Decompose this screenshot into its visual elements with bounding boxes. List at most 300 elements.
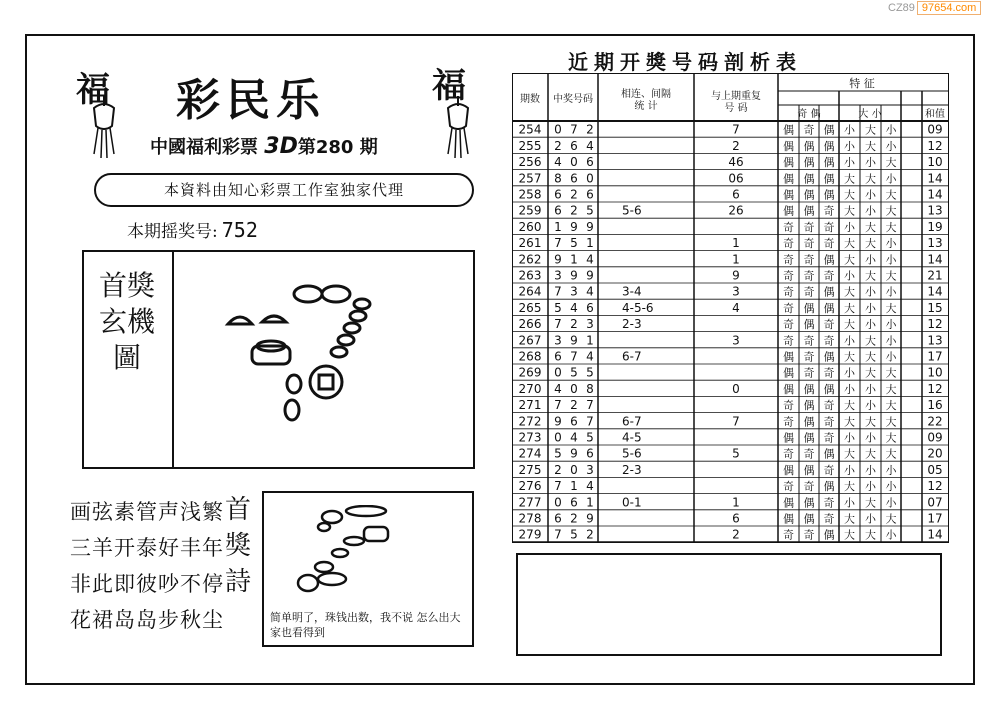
table-cell-repeat: 06 xyxy=(728,171,744,186)
table-cell-big-small: 大 xyxy=(865,220,876,234)
first-prize-title: 首獎玄機圖 xyxy=(98,269,155,374)
analysis-table xyxy=(512,73,949,543)
watermark-site: 97654.com xyxy=(917,1,981,15)
table-cell-sum: 19 xyxy=(927,219,943,234)
table-cell-big-small: 大 xyxy=(844,447,855,461)
header-adj: 相连、间隔 xyxy=(621,89,671,100)
table-cell-odd-even: 奇 xyxy=(823,512,835,526)
table-cell-digit: 6 xyxy=(554,511,562,526)
table-cell-odd-even: 偶 xyxy=(803,156,815,170)
table-cell-sum: 21 xyxy=(927,268,943,283)
table-cell-digit: 5 xyxy=(554,446,562,461)
table-cell-digit: 7 xyxy=(570,349,578,364)
table-cell-digit: 9 xyxy=(586,511,594,526)
table-cell-repeat: 7 xyxy=(732,414,740,429)
table-cell-odd-even: 奇 xyxy=(783,528,794,542)
table-cell-digit: 7 xyxy=(554,527,562,542)
table-cell-big-small: 小 xyxy=(865,188,876,202)
hat-icon xyxy=(262,316,286,322)
table-cell-big-small: 小 xyxy=(844,431,855,445)
table-cell-repeat: 1 xyxy=(732,236,740,251)
table-cell-adjacent: 5-6 xyxy=(622,203,642,218)
table-cell-digit: 5 xyxy=(586,203,594,218)
table-cell-odd-even: 奇 xyxy=(803,366,815,380)
table-cell-big-small: 大 xyxy=(865,139,876,153)
table-cell-repeat: 9 xyxy=(732,268,740,283)
table-cell-digit: 6 xyxy=(586,446,594,461)
table-cell-digit: 4 xyxy=(586,349,594,364)
table-cell-big-small: 大 xyxy=(865,350,876,364)
table-cell-big-small: 小 xyxy=(844,123,855,137)
table-cell-digit: 6 xyxy=(570,138,578,153)
table-cell-issue: 269 xyxy=(518,365,542,380)
table-cell-issue: 258 xyxy=(518,187,542,202)
table-cell-digit: 0 xyxy=(554,122,562,137)
table-cell-issue: 264 xyxy=(518,284,542,299)
table-cell-digit: 4 xyxy=(570,300,578,315)
table-cell-big-small: 大 xyxy=(865,415,876,429)
table-cell-digit: 4 xyxy=(586,479,594,494)
table-cell-digit: 0 xyxy=(586,171,594,186)
table-cell-big-small: 小 xyxy=(865,156,876,170)
table-cell-big-small: 小 xyxy=(844,139,855,153)
table-cell-odd-even: 奇 xyxy=(823,366,835,380)
poem-line: 三羊开泰好丰年 xyxy=(70,536,224,560)
first-prize-picture xyxy=(176,254,472,466)
table-cell-digit: 6 xyxy=(554,349,562,364)
table-cell-odd-even: 偶 xyxy=(803,204,815,218)
table-cell-digit: 9 xyxy=(554,252,562,267)
table-cell-digit: 2 xyxy=(586,527,594,542)
table-cell-big-small: 大 xyxy=(865,123,876,137)
table-cell-issue: 259 xyxy=(518,203,542,218)
table-cell-odd-even: 奇 xyxy=(823,463,835,477)
table-cell-big-small: 小 xyxy=(885,318,897,332)
header-repeat-sub: 号 码 xyxy=(724,103,748,114)
table-cell-issue: 266 xyxy=(518,317,542,332)
table-cell-digit: 3 xyxy=(586,317,594,332)
table-cell-digit: 7 xyxy=(586,398,594,413)
table-cell-adjacent: 4-5-6 xyxy=(622,300,654,315)
table-cell-odd-even: 奇 xyxy=(823,204,835,218)
table-cell-big-small: 小 xyxy=(865,285,876,299)
poem-line: 非此即彼吵不停 xyxy=(70,572,224,596)
table-cell-odd-even: 偶 xyxy=(823,172,835,186)
table-cell-odd-even: 偶 xyxy=(803,172,815,186)
table-cell-odd-even: 偶 xyxy=(823,350,835,364)
table-cell-odd-even: 奇 xyxy=(803,528,815,542)
table-cell-digit: 9 xyxy=(554,414,562,429)
table-cell-digit: 0 xyxy=(554,495,562,510)
table-cell-digit: 7 xyxy=(554,284,562,299)
table-cell-issue: 272 xyxy=(518,414,542,429)
table-cell-big-small: 大 xyxy=(844,172,855,186)
poem-hint-text: 简单明了，珠钱出数，我不说 怎么出大家也看得到 xyxy=(270,611,461,639)
table-cell-adjacent: 6-7 xyxy=(622,414,642,429)
table-cell-odd-even: 偶 xyxy=(803,188,815,202)
table-cell-sum: 15 xyxy=(927,300,943,315)
table-cell-digit: 0 xyxy=(554,365,562,380)
table-cell-big-small: 小 xyxy=(885,253,897,267)
table-cell-big-small: 大 xyxy=(844,301,855,315)
table-cell-big-small: 小 xyxy=(865,382,876,396)
table-cell-big-small: 大 xyxy=(885,512,897,526)
table-cell-issue: 255 xyxy=(518,138,542,153)
table-cell-big-small: 大 xyxy=(844,415,855,429)
table-cell-issue: 254 xyxy=(518,122,542,137)
table-cell-big-small: 小 xyxy=(844,156,855,170)
table-cell-repeat: 6 xyxy=(732,511,740,526)
table-cell-odd-even: 奇 xyxy=(823,334,835,348)
table-cell-repeat: 2 xyxy=(732,138,740,153)
issue-suffix: 期 xyxy=(359,137,378,158)
table-cell-digit: 3 xyxy=(570,284,578,299)
table-cell-big-small: 小 xyxy=(865,512,876,526)
table-cell-digit: 3 xyxy=(554,268,562,283)
table-cell-digit: 9 xyxy=(570,333,578,348)
table-cell-repeat: 2 xyxy=(732,527,740,542)
table-cell-digit: 9 xyxy=(570,446,578,461)
table-cell-digit: 7 xyxy=(554,236,562,251)
table-cell-big-small: 大 xyxy=(885,156,897,170)
table-cell-sum: 14 xyxy=(927,252,943,267)
table-cell-repeat: 7 xyxy=(732,122,740,137)
table-cell-issue: 276 xyxy=(518,479,542,494)
table-cell-odd-even: 偶 xyxy=(783,204,794,218)
table-cell-odd-even: 偶 xyxy=(783,431,794,445)
table-cell-big-small: 小 xyxy=(885,496,897,510)
table-cell-big-small: 小 xyxy=(844,496,855,510)
table-cell-big-small: 小 xyxy=(844,220,855,234)
table-cell-odd-even: 奇 xyxy=(803,350,815,364)
table-cell-digit: 6 xyxy=(570,171,578,186)
table-cell-digit: 1 xyxy=(554,219,562,234)
table-cell-sum: 07 xyxy=(927,495,943,510)
table-cell-big-small: 小 xyxy=(885,285,897,299)
table-cell-digit: 2 xyxy=(554,138,562,153)
table-cell-sum: 09 xyxy=(927,122,943,137)
table-cell-issue: 277 xyxy=(518,495,542,510)
table-cell-big-small: 大 xyxy=(885,366,897,380)
table-cell-odd-even: 奇 xyxy=(783,269,794,283)
table-cell-big-small: 小 xyxy=(885,172,897,186)
table-cell-sum: 14 xyxy=(927,187,943,202)
table-cell-odd-even: 偶 xyxy=(823,123,835,137)
table-cell-sum: 05 xyxy=(927,462,943,477)
table-cell-big-small: 小 xyxy=(865,431,876,445)
notes-box xyxy=(516,553,942,656)
table-cell-odd-even: 奇 xyxy=(783,318,794,332)
table-cell-repeat: 4 xyxy=(732,300,740,315)
fu-character-right: 福 xyxy=(432,66,466,106)
table-cell-digit: 6 xyxy=(586,187,594,202)
table-cell-issue: 274 xyxy=(518,446,542,461)
table-cell-issue: 262 xyxy=(518,252,542,267)
table-cell-sum: 20 xyxy=(927,446,943,461)
table-cell-odd-even: 偶 xyxy=(783,139,794,153)
table-cell-digit: 8 xyxy=(586,381,594,396)
table-cell-big-small: 大 xyxy=(844,285,855,299)
table-cell-digit: 1 xyxy=(586,236,594,251)
table-cell-digit: 3 xyxy=(586,462,594,477)
table-cell-odd-even: 奇 xyxy=(783,334,794,348)
table-cell-odd-even: 奇 xyxy=(823,237,835,251)
table-cell-odd-even: 奇 xyxy=(803,253,815,267)
table-cell-digit: 0 xyxy=(554,430,562,445)
table-cell-digit: 7 xyxy=(554,317,562,332)
table-cell-big-small: 小 xyxy=(865,399,876,413)
issue-number: 第280 xyxy=(297,137,354,158)
table-cell-issue: 273 xyxy=(518,430,542,445)
table-cell-big-small: 小 xyxy=(885,480,897,494)
table-cell-adjacent: 5-6 xyxy=(622,446,642,461)
table-cell-big-small: 小 xyxy=(865,301,876,315)
table-cell-issue: 256 xyxy=(518,155,542,170)
table-cell-big-small: 大 xyxy=(865,172,876,186)
brand-title: 彩民乐 xyxy=(176,75,326,126)
table-cell-digit: 9 xyxy=(570,268,578,283)
table-cell-digit: 0 xyxy=(570,462,578,477)
table-cell-big-small: 小 xyxy=(865,253,876,267)
table-cell-sum: 13 xyxy=(927,203,943,218)
table-cell-odd-even: 奇 xyxy=(783,237,794,251)
table-cell-repeat: 46 xyxy=(728,155,744,170)
table-cell-big-small: 大 xyxy=(844,237,855,251)
table-cell-odd-even: 奇 xyxy=(783,301,794,315)
table-cell-big-small: 大 xyxy=(885,447,897,461)
table-cell-digit: 2 xyxy=(570,187,578,202)
table-cell-repeat: 0 xyxy=(732,381,740,396)
table-cell-odd-even: 偶 xyxy=(803,512,815,526)
table-cell-odd-even: 偶 xyxy=(803,382,815,396)
table-cell-digit: 6 xyxy=(554,203,562,218)
table-cell-sum: 14 xyxy=(927,527,943,542)
table-cell-digit: 6 xyxy=(586,300,594,315)
fu-character-left: 福 xyxy=(76,70,110,110)
table-cell-big-small: 大 xyxy=(865,528,876,542)
table-cell-digit: 9 xyxy=(586,219,594,234)
table-cell-repeat: 1 xyxy=(732,252,740,267)
coin-icon xyxy=(310,366,342,398)
table-cell-odd-even: 奇 xyxy=(803,480,815,494)
table-cell-odd-even: 奇 xyxy=(823,496,835,510)
table-cell-big-small: 大 xyxy=(885,269,897,283)
table-cell-sum: 09 xyxy=(927,430,943,445)
table-cell-odd-even: 奇 xyxy=(823,318,835,332)
table-cell-odd-even: 偶 xyxy=(803,301,815,315)
table-cell-odd-even: 奇 xyxy=(823,220,835,234)
table-cell-big-small: 大 xyxy=(865,447,876,461)
table-cell-odd-even: 偶 xyxy=(783,123,794,137)
table-cell-big-small: 小 xyxy=(865,318,876,332)
table-cell-odd-even: 偶 xyxy=(783,172,794,186)
table-cell-repeat: 1 xyxy=(732,495,740,510)
table-cell-odd-even: 偶 xyxy=(803,431,815,445)
header-repeat: 与上期重复 xyxy=(711,91,761,102)
header-issue: 期数 xyxy=(520,94,540,105)
table-cell-repeat: 6 xyxy=(732,187,740,202)
table-cell-odd-even: 偶 xyxy=(823,139,835,153)
table-cell-odd-even: 偶 xyxy=(823,528,835,542)
table-cell-sum: 14 xyxy=(927,171,943,186)
table-cell-odd-even: 奇 xyxy=(783,253,794,267)
table-cell-sum: 12 xyxy=(927,381,943,396)
table-cell-adjacent: 2-3 xyxy=(622,317,642,332)
table-cell-odd-even: 偶 xyxy=(823,447,835,461)
table-cell-odd-even: 偶 xyxy=(803,496,815,510)
table-cell-adjacent: 2-3 xyxy=(622,462,642,477)
table-cell-big-small: 大 xyxy=(844,318,855,332)
table-cell-issue: 263 xyxy=(518,268,542,283)
watermark-code: CZ89 xyxy=(888,2,915,14)
table-cell-adjacent: 3-4 xyxy=(622,284,642,299)
draw-label: 本期摇奖号: xyxy=(127,222,218,242)
table-cell-big-small: 小 xyxy=(885,350,897,364)
watermark xyxy=(888,2,981,14)
table-cell-big-small: 小 xyxy=(844,269,855,283)
table-cell-big-small: 大 xyxy=(885,204,897,218)
table-cell-issue: 270 xyxy=(518,381,542,396)
table-cell-sum: 22 xyxy=(927,414,943,429)
table-cell-big-small: 小 xyxy=(885,139,897,153)
table-cell-odd-even: 奇 xyxy=(783,447,794,461)
table-cell-big-small: 大 xyxy=(885,301,897,315)
table-cell-digit: 5 xyxy=(570,527,578,542)
table-cell-odd-even: 偶 xyxy=(783,156,794,170)
table-cell-issue: 268 xyxy=(518,349,542,364)
table-cell-issue: 265 xyxy=(518,300,542,315)
table-cell-digit: 1 xyxy=(570,479,578,494)
table-cell-digit: 6 xyxy=(570,495,578,510)
table-cell-big-small: 大 xyxy=(844,512,855,526)
table-cell-big-small: 小 xyxy=(885,123,897,137)
table-cell-issue: 279 xyxy=(518,527,542,542)
table-cell-odd-even: 奇 xyxy=(803,123,815,137)
table-cell-digit: 7 xyxy=(554,479,562,494)
table-cell-big-small: 大 xyxy=(885,382,897,396)
table-cell-big-small: 大 xyxy=(885,220,897,234)
table-cell-sum: 10 xyxy=(927,155,943,170)
table-cell-issue: 275 xyxy=(518,462,542,477)
table-cell-big-small: 小 xyxy=(885,528,897,542)
table-cell-digit: 9 xyxy=(570,219,578,234)
table-cell-odd-even: 偶 xyxy=(823,301,835,315)
table-cell-sum: 13 xyxy=(927,333,943,348)
draw-line xyxy=(127,217,258,242)
table-cell-odd-even: 偶 xyxy=(803,139,815,153)
table-cell-digit: 0 xyxy=(570,155,578,170)
table-cell-issue: 271 xyxy=(518,398,542,413)
table-cell-odd-even: 奇 xyxy=(803,237,815,251)
table-cell-digit: 7 xyxy=(554,398,562,413)
table-cell-digit: 5 xyxy=(570,236,578,251)
table-cell-digit: 2 xyxy=(570,511,578,526)
issue-line xyxy=(150,133,378,159)
table-cell-odd-even: 偶 xyxy=(803,415,815,429)
table-cell-digit: 4 xyxy=(570,430,578,445)
table-cell-digit: 4 xyxy=(554,381,562,396)
header-adj-sub: 统 计 xyxy=(634,101,658,112)
table-cell-odd-even: 偶 xyxy=(823,156,835,170)
table-cell-repeat: 3 xyxy=(732,284,740,299)
table-cell-odd-even: 奇 xyxy=(803,334,815,348)
table-cell-big-small: 大 xyxy=(885,431,897,445)
table-cell-odd-even: 偶 xyxy=(783,350,794,364)
table-cell-odd-even: 奇 xyxy=(823,269,835,283)
table-cell-odd-even: 偶 xyxy=(783,188,794,202)
table-cell-sum: 12 xyxy=(927,138,943,153)
table-cell-sum: 14 xyxy=(927,284,943,299)
table-cell-odd-even: 奇 xyxy=(803,285,815,299)
table-cell-issue: 278 xyxy=(518,511,542,526)
table-cell-issue: 261 xyxy=(518,236,542,251)
poem-line: 画弦素管声浅繁 xyxy=(70,500,224,524)
table-cell-odd-even: 偶 xyxy=(823,285,835,299)
table-cell-digit: 6 xyxy=(570,414,578,429)
table-cell-odd-even: 偶 xyxy=(803,399,815,413)
table-cell-odd-even: 偶 xyxy=(783,382,794,396)
table-cell-big-small: 大 xyxy=(844,480,855,494)
header-number: 中奖号码 xyxy=(553,94,593,105)
table-cell-digit: 2 xyxy=(570,398,578,413)
table-cell-digit: 5 xyxy=(570,365,578,380)
table-cell-big-small: 大 xyxy=(844,528,855,542)
table-cell-big-small: 小 xyxy=(844,382,855,396)
table-cell-odd-even: 偶 xyxy=(803,463,815,477)
table-cell-adjacent: 6-7 xyxy=(622,349,642,364)
table-cell-digit: 5 xyxy=(554,300,562,315)
table-cell-big-small: 小 xyxy=(885,334,897,348)
table-cell-sum: 13 xyxy=(927,236,943,251)
table-cell-big-small: 小 xyxy=(885,463,897,477)
table-cell-odd-even: 偶 xyxy=(783,512,794,526)
table-cell-digit: 1 xyxy=(586,333,594,348)
table-cell-repeat: 26 xyxy=(728,203,744,218)
table-cell-odd-even: 奇 xyxy=(783,220,794,234)
table-cell-big-small: 小 xyxy=(865,480,876,494)
table-cell-big-small: 大 xyxy=(865,237,876,251)
table-cell-digit: 4 xyxy=(554,155,562,170)
table-cell-digit: 6 xyxy=(554,187,562,202)
table-cell-odd-even: 奇 xyxy=(823,415,835,429)
table-cell-digit: 2 xyxy=(554,462,562,477)
table-cell-odd-even: 奇 xyxy=(783,480,794,494)
first-prize-divider xyxy=(172,250,174,469)
table-cell-big-small: 小 xyxy=(865,204,876,218)
table-cell-digit: 4 xyxy=(586,284,594,299)
table-cell-digit: 6 xyxy=(586,155,594,170)
header-features: 特 征 xyxy=(849,77,875,90)
table-cell-digit: 0 xyxy=(570,381,578,396)
table-cell-odd-even: 偶 xyxy=(823,382,835,396)
draw-number: 752 xyxy=(221,218,258,242)
table-cell-issue: 267 xyxy=(518,333,542,348)
table-cell-odd-even: 偶 xyxy=(783,366,794,380)
table-cell-digit: 5 xyxy=(586,365,594,380)
table-cell-issue: 260 xyxy=(518,219,542,234)
table-cell-odd-even: 偶 xyxy=(823,480,835,494)
table-cell-big-small: 大 xyxy=(865,334,876,348)
table-cell-big-small: 大 xyxy=(885,399,897,413)
poem-hint-picture xyxy=(294,505,444,605)
table-cell-big-small: 小 xyxy=(844,463,855,477)
table-cell-repeat: 3 xyxy=(732,333,740,348)
table-cell-big-small: 大 xyxy=(885,415,897,429)
table-cell-odd-even: 奇 xyxy=(823,399,835,413)
table-cell-digit: 8 xyxy=(554,171,562,186)
table-cell-odd-even: 奇 xyxy=(783,285,794,299)
table-cell-digit: 4 xyxy=(586,252,594,267)
